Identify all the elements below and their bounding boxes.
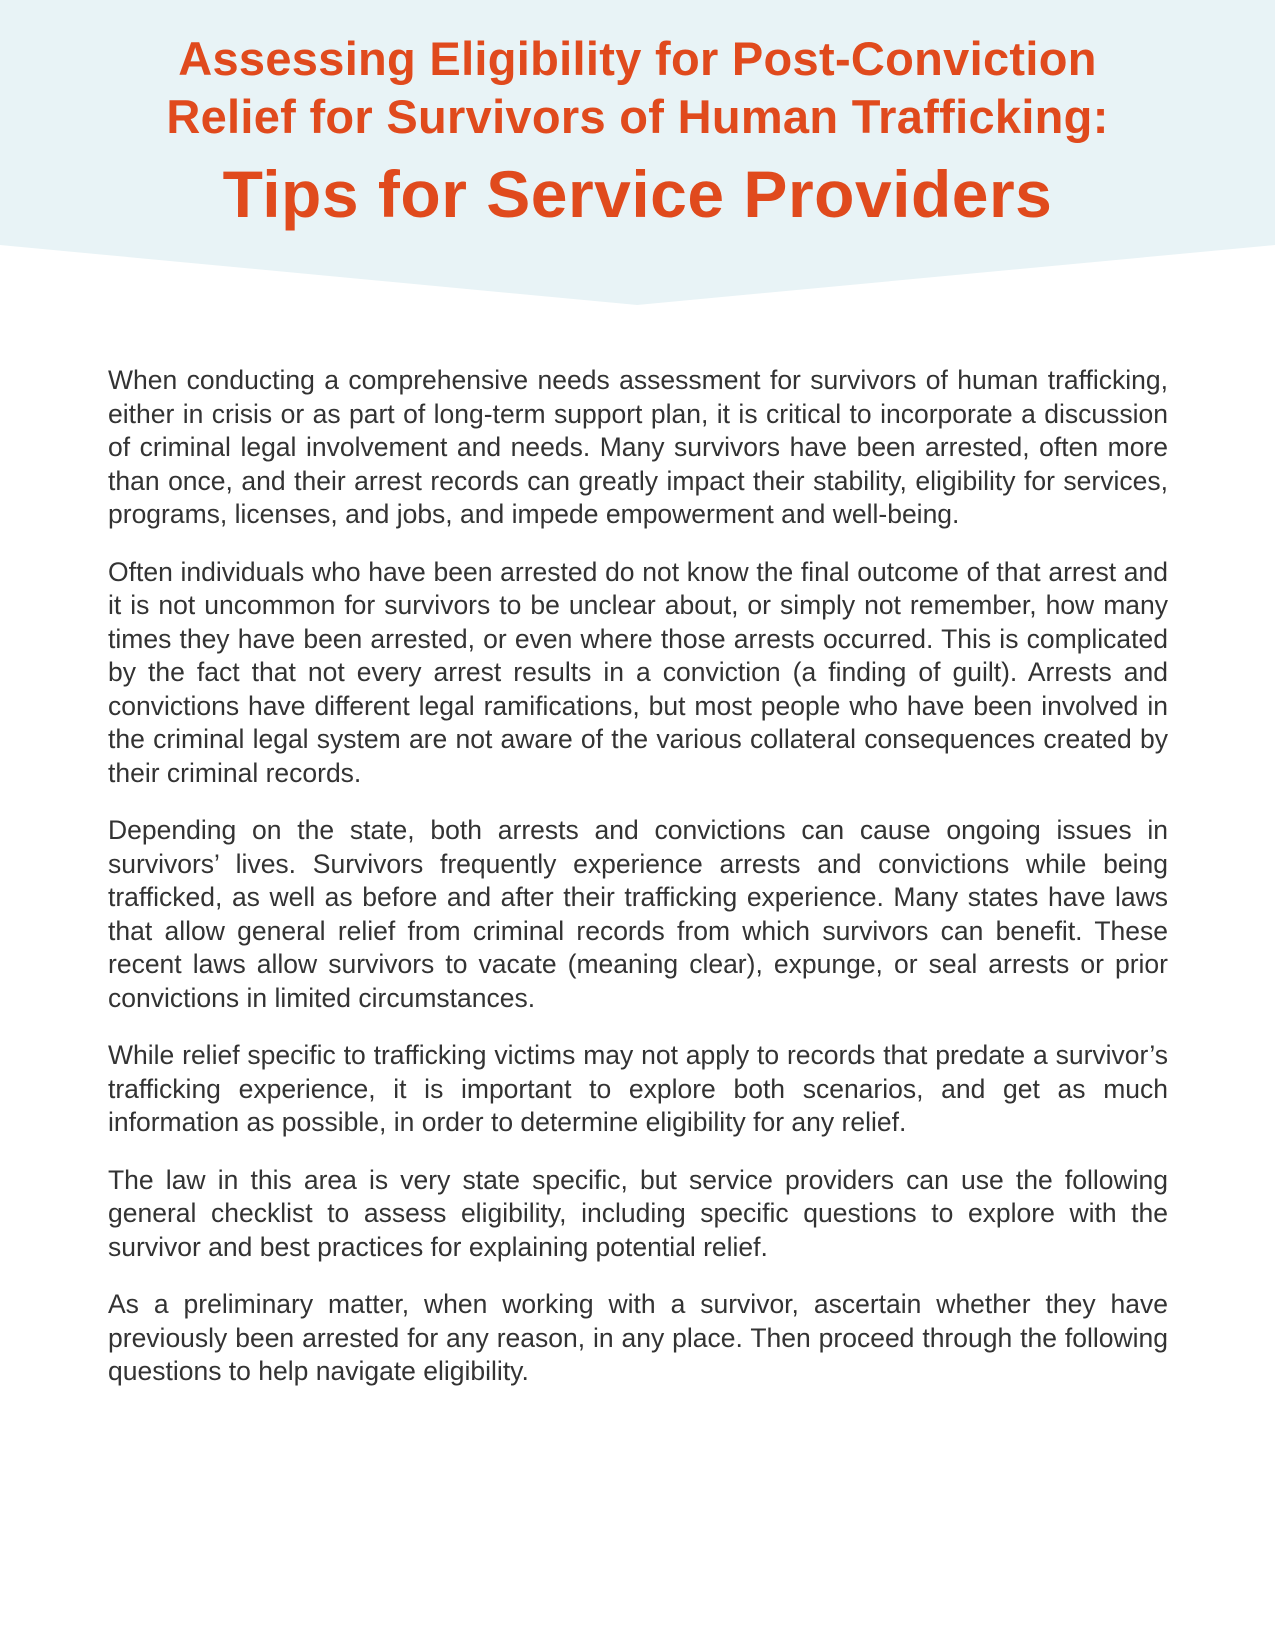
title-line-2: Relief for Survivors of Human Trafficking: [166,90,1109,143]
paragraph-4: While relief specific to trafficking victims may not apply to records that predate a survivor’s trafficking experience, it is important to explore both scenarios, and get as much information as possible, in order to determine eligibility for any relief. [108,1040,1168,1137]
title-line-1: Assessing Eligibility for Post-Conviction [178,32,1097,85]
paragraph-5: The law in this area is very state specific, but service providers can use the following general checklist to assess eligibility, including specific questions to explore with the survivor and best practices for explaining potential relief. [108,1164,1168,1262]
page-subtitle: Tips for Service Providers [222,157,1053,231]
paragraph-2: Often individuals who have been arrested do not know the final outcome of that arrest and it is not uncommon for survivors to be unclear about, or simply not remember, how many times they have been arrested, or even where those arrests occurred. This is complicated by the fact that not every arrest results in a conviction (a finding of guilt). Arrests and convictions have different legal ramifications, but most people who have been involved in the criminal legal system are not aware of the various collateral consequences created by their criminal records. [108,556,1168,788]
document-body [108,364,1168,1413]
paragraph-6: As a preliminary matter, when working with a survivor, ascertain whether they have previously been arrested for any reason, in any place. Then proceed through the following questions to help navigate eligibility. [108,1289,1168,1386]
paragraph-1: When conducting a comprehensive needs assessment for survivors of human trafficking, either in crisis or as part of long-term support plan, it is critical to incorporate a discussion of criminal legal involvement and needs. Many survivors have been arrested, often more than once, and their arrest records can greatly impact their stability, eligibility for services, programs, licenses, and jobs, and impede empowerment and well-being. [108,365,1168,529]
document-header [0,30,1275,242]
paragraph-3: Depending on the state, both arrests and convictions can cause ongoing issues in survivors’ lives. Survivors frequently experience arrests and convictions while being trafficked, as well as before and after their trafficking experience. Many states have laws that allow general relief from criminal records from which survivors can benefit. These recent laws allow survivors to vacate (meaning clear), expunge, or seal arrests or prior convictions in limited circumstances. [108,815,1168,1013]
